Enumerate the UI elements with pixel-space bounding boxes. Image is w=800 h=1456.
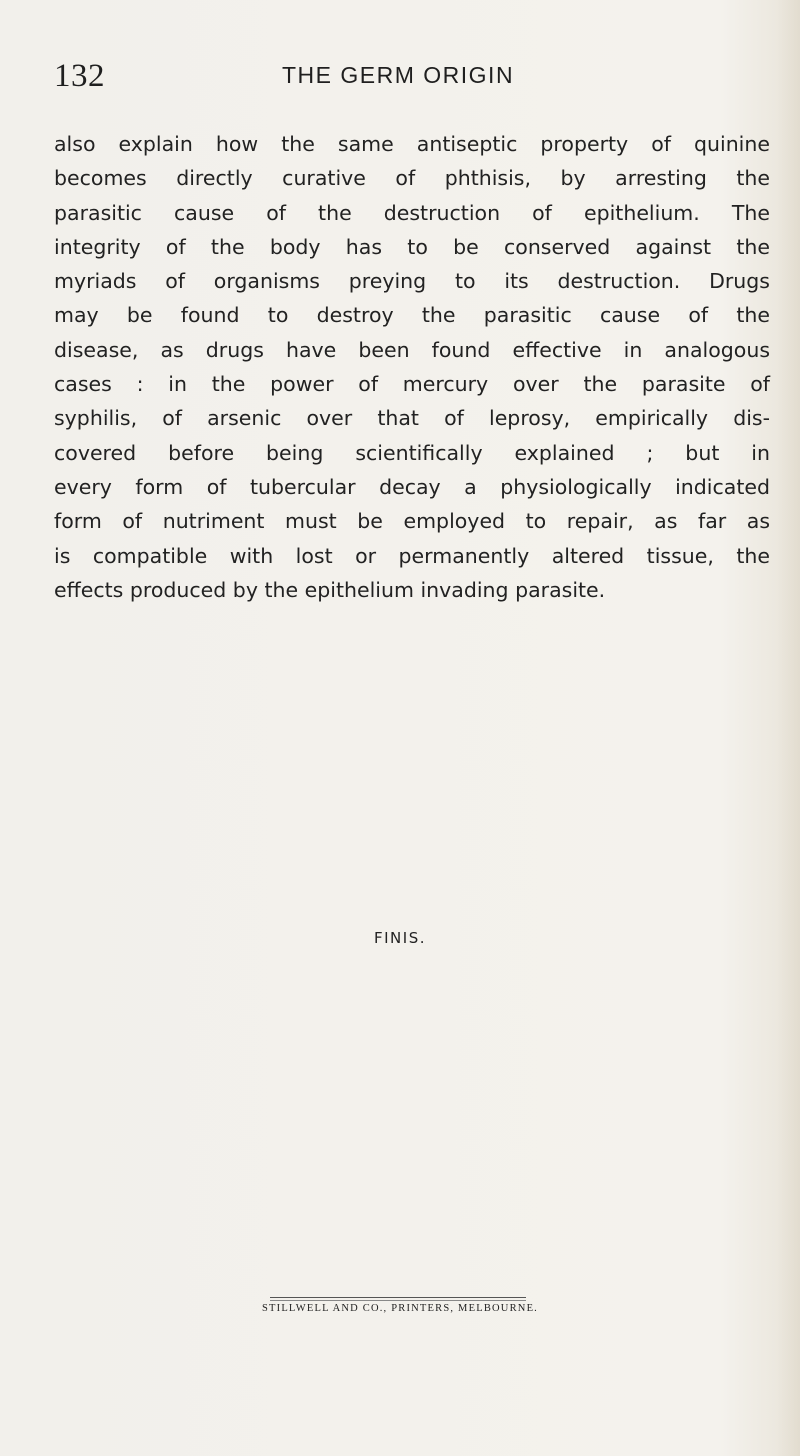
text-line: covered before being scientifically explained ; but in [54,440,770,465]
printer-imprint: STILLWELL AND CO., PRINTERS, MELBOURNE. [261,1303,539,1314]
text-line: form of nutriment must be employed to repair, as far as [54,509,770,534]
text-line: myriads of organisms preying to its destruction. Drugs [54,269,770,294]
text-line: may be found to destroy the parasitic cause of the [54,303,770,328]
imprint-rule [270,1297,526,1298]
finis-mark: FINIS. [374,929,426,947]
text-line: disease, as drugs have been found effective in analogous [54,337,770,362]
text-line: cases : in the power of mercury over the parasite of [54,372,770,397]
body-paragraph [54,127,770,607]
text-line: also explain how the same antiseptic property of quinine [54,132,770,156]
text-line: effects produced by the epithelium invading parasite. [54,577,606,602]
text-line: integrity of the body has to be conserved against the [54,234,770,259]
text-line: parasitic cause of the destruction of epithelium. The [54,200,770,225]
text-line: is compatible with lost or permanently altered tissue, the [54,543,770,568]
text-line: becomes directly curative of phthisis, by arresting the [54,166,770,191]
page-number: 132 [54,58,105,94]
text-line: syphilis, of arsenic over that of leprosy, empirically dis- [54,406,770,431]
running-head: THE GERM ORIGIN [282,62,515,88]
imprint-rule-inner [270,1300,526,1301]
text-line: every form of tubercular decay a physiologically indicated [54,474,770,499]
